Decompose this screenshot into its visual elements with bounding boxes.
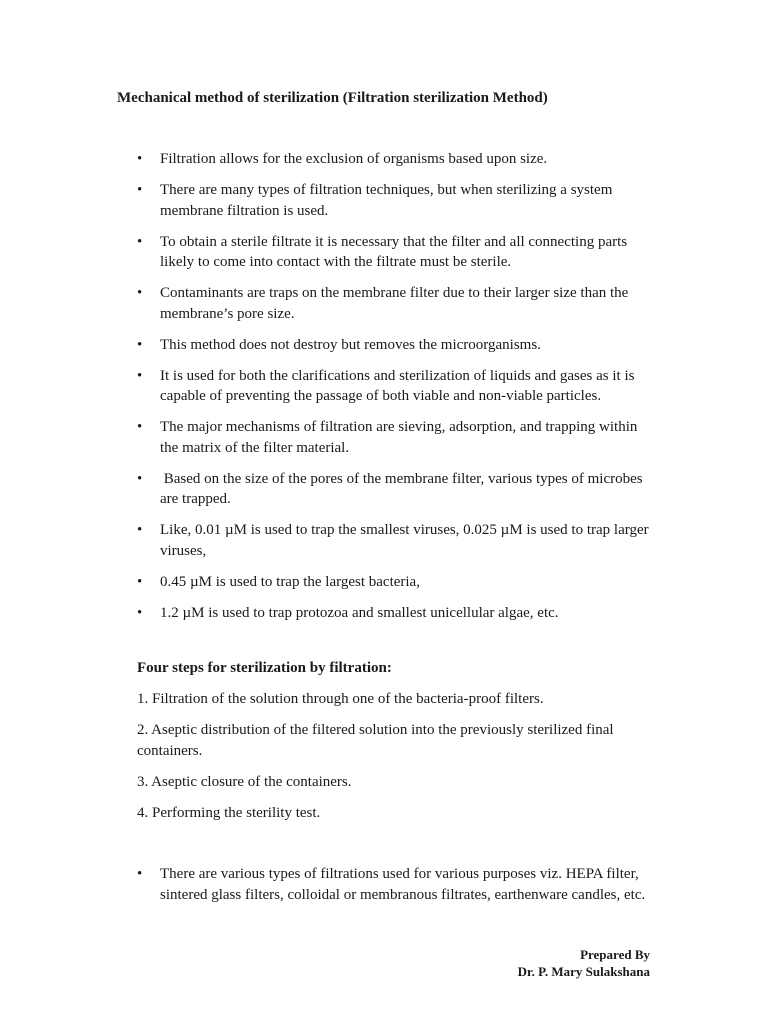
signature-block xyxy=(518,946,650,980)
list-item xyxy=(137,335,657,356)
bullet-text: The major mechanisms of filtration are sieving, adsorption, and trapping within the matrix of the filter material. xyxy=(160,419,638,456)
step-item: 4. Performing the sterility test. xyxy=(137,804,321,821)
list-item xyxy=(137,180,657,221)
bullet-text: This method does not destroy but removes the microorganisms. xyxy=(160,336,541,353)
step-item: 2. Aseptic distribution of the filtered solution into the previously sterilized final containers. xyxy=(137,722,614,759)
bullet-icon: • xyxy=(137,336,143,353)
prepared-by-label: Prepared By xyxy=(580,947,650,962)
bullet-icon: • xyxy=(137,285,143,301)
bullet-icon: • xyxy=(137,419,143,435)
bullet-text: Like, 0.01 µM is used to trap the smallest viruses, 0.025 µM is used to trap larger viruses, xyxy=(160,522,649,559)
filtration-types-list xyxy=(137,864,657,905)
list-item xyxy=(137,417,657,458)
author-name: Dr. P. Mary Sulakshana xyxy=(517,964,650,979)
bullet-icon: • xyxy=(137,470,143,487)
bullet-text: 1.2 µM is used to trap protozoa and smallest unicellular algae, etc. xyxy=(160,604,559,621)
bullet-text: To obtain a sterile filtrate it is necessary that the filter and all connecting parts likely to come into contact with the filtrate must be sterile. xyxy=(160,233,628,270)
list-item xyxy=(137,283,657,324)
bullet-icon: • xyxy=(137,233,143,250)
bullet-icon: • xyxy=(137,604,143,621)
steps-list xyxy=(137,689,652,834)
bullet-icon: • xyxy=(137,367,143,384)
list-item xyxy=(137,572,657,593)
list-item xyxy=(137,603,657,624)
bullet-text: 0.45 µM is used to trap the largest bacteria, xyxy=(160,573,420,590)
bullet-icon: • xyxy=(137,866,143,882)
bullet-text: It is used for both the clarifications and sterilization of liquids and gases as it is capable of preventing the passage of both viable and non-viable particles. xyxy=(160,367,635,404)
step-item: 1. Filtration of the solution through one of the bacteria-proof filters. xyxy=(137,691,544,707)
filtration-bullet-list xyxy=(137,149,657,634)
bullet-text: There are many types of filtration techniques, but when sterilizing a system membrane filtration is used. xyxy=(160,182,613,219)
bullet-text: Filtration allows for the exclusion of organisms based upon size. xyxy=(160,151,548,167)
bullet-text: Based on the size of the pores of the membrane filter, various types of microbes are trapped. xyxy=(160,470,647,507)
list-item xyxy=(137,864,657,905)
bullet-icon: • xyxy=(137,573,143,590)
bullet-icon: • xyxy=(137,182,143,198)
document-title: Mechanical method of sterilization (Filtration sterilization Method) xyxy=(117,90,548,106)
bullet-text: Contaminants are traps on the membrane filter due to their larger size than the membrane’s pore size. xyxy=(160,285,629,322)
list-item xyxy=(137,366,657,407)
list-item xyxy=(137,149,657,170)
bullet-text: There are various types of filtrations used for various purposes viz. HEPA filter, sintered glass filters, colloidal or membranous filtrates, earthenware candles, etc. xyxy=(160,866,646,903)
list-item xyxy=(137,520,657,561)
step-item: 3. Aseptic closure of the containers. xyxy=(137,773,352,790)
list-item xyxy=(137,232,657,273)
list-item xyxy=(137,469,657,510)
steps-heading: Four steps for sterilization by filtration: xyxy=(137,660,392,676)
bullet-icon: • xyxy=(137,522,143,538)
bullet-icon: • xyxy=(137,151,143,167)
